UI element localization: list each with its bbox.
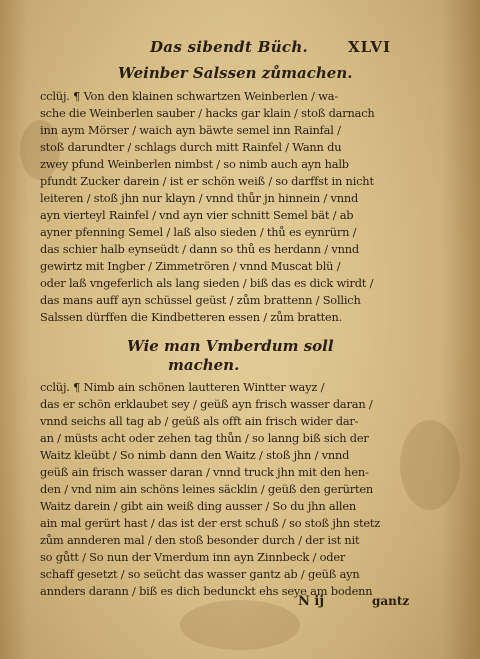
recipe-title-weinber: Weinber Salssen zůmachen. [118, 64, 353, 82]
text-line: so gůtt / So nun der Vmerdum inn ayn Zinnbeck / oder [40, 550, 346, 564]
paper-stain [180, 600, 300, 650]
text-line: das er schön erklaubet sey / geüß ayn frisch wasser daran / [40, 397, 373, 411]
text-line: ain mal gerürt hast / das ist der erst schuß / so stoß jhn stetz [40, 516, 381, 530]
text-line: den / vnd nim ain schöns leines säcklin / geüß den gerürten [40, 482, 374, 496]
text-line: Waitz kleübt / So nimb dann den Waitz / stoß jhn / vnnd [40, 448, 350, 462]
text-line: vnnd seichs all tag ab / geüß als offt ain frisch wider dar- [40, 414, 359, 428]
folio-number: XLVI [348, 38, 392, 56]
paper-stain [400, 420, 460, 510]
text-line: Salssen dürffen die Kindbetteren essen / zům bratten. [40, 310, 343, 324]
text-line: Waitz darein / gibt ain weiß ding ausser / So du jhn allen [40, 499, 357, 513]
running-title: Das sibendt Büch. [150, 38, 309, 56]
signature-mark: N ij [298, 594, 325, 609]
text-line: ayner pfenning Semel / laß also sieden / thů es eynrürn / [40, 225, 357, 239]
text-line: zwey pfund Weinberlen nimbst / so nimb auch ayn halb [40, 157, 349, 171]
text-line: pfundt Zucker darein / ist er schön weiß / so darffst in nicht [40, 174, 374, 188]
text-line: schaff gesetzt / so seücht das wasser gantz ab / geüß ayn [40, 567, 360, 581]
text-line: zům annderen mal / den stoß besonder durch / der ist nit [40, 533, 360, 547]
text-line: leiteren / stoß jhn nur klayn / vnnd thůr jn hinnein / vnnd [40, 191, 359, 205]
text-line: geüß ain frisch wasser daran / vnnd truck jhn mit den hen- [40, 465, 369, 479]
text-line: inn aym Mörser / waich ayn bäwte semel inn Rainfal / [40, 123, 341, 137]
text-line: gewirtz mit Ingber / Zimmetrören / vnnd Muscat blü / [40, 259, 341, 273]
page-header [0, 38, 480, 58]
text-line: sche die Weinberlen sauber / hacks gar klain / stoß darnach [40, 106, 375, 120]
catchword: gantz [372, 594, 410, 608]
text-line: stoß darundter / schlags durch mitt Rainfel / Wann du [40, 140, 342, 154]
recipe-title-vmberdum-line2: machen. [168, 356, 240, 374]
text-line: oder laß vngeferlich als lang sieden / biß das es dick wirdt / [40, 276, 374, 290]
text-line: cclüj. ¶ Von den klainen schwartzen Weinberlen / wa- [40, 89, 338, 103]
text-line: annders darann / biß es dich bedunckt ehs seye am bodenn [40, 584, 373, 598]
text-line: das mans auff ayn schüssel geüst / zům brattenn / Sollich [40, 293, 361, 307]
text-line: das schier halb eynseüdt / dann so thů es herdann / vnnd [40, 242, 359, 256]
recipe-title-vmberdum-line1: Wie man Vmberdum soll [127, 337, 334, 355]
text-line: ayn vierteyl Rainfel / vnd ayn vier schnitt Semel bät / ab [40, 208, 354, 222]
text-line: an / müsts acht oder zehen tag thůn / so lanng biß sich der [40, 431, 369, 445]
text-line: cclüj. ¶ Nimb ain schönen lautteren Wintter wayz / [40, 380, 325, 394]
